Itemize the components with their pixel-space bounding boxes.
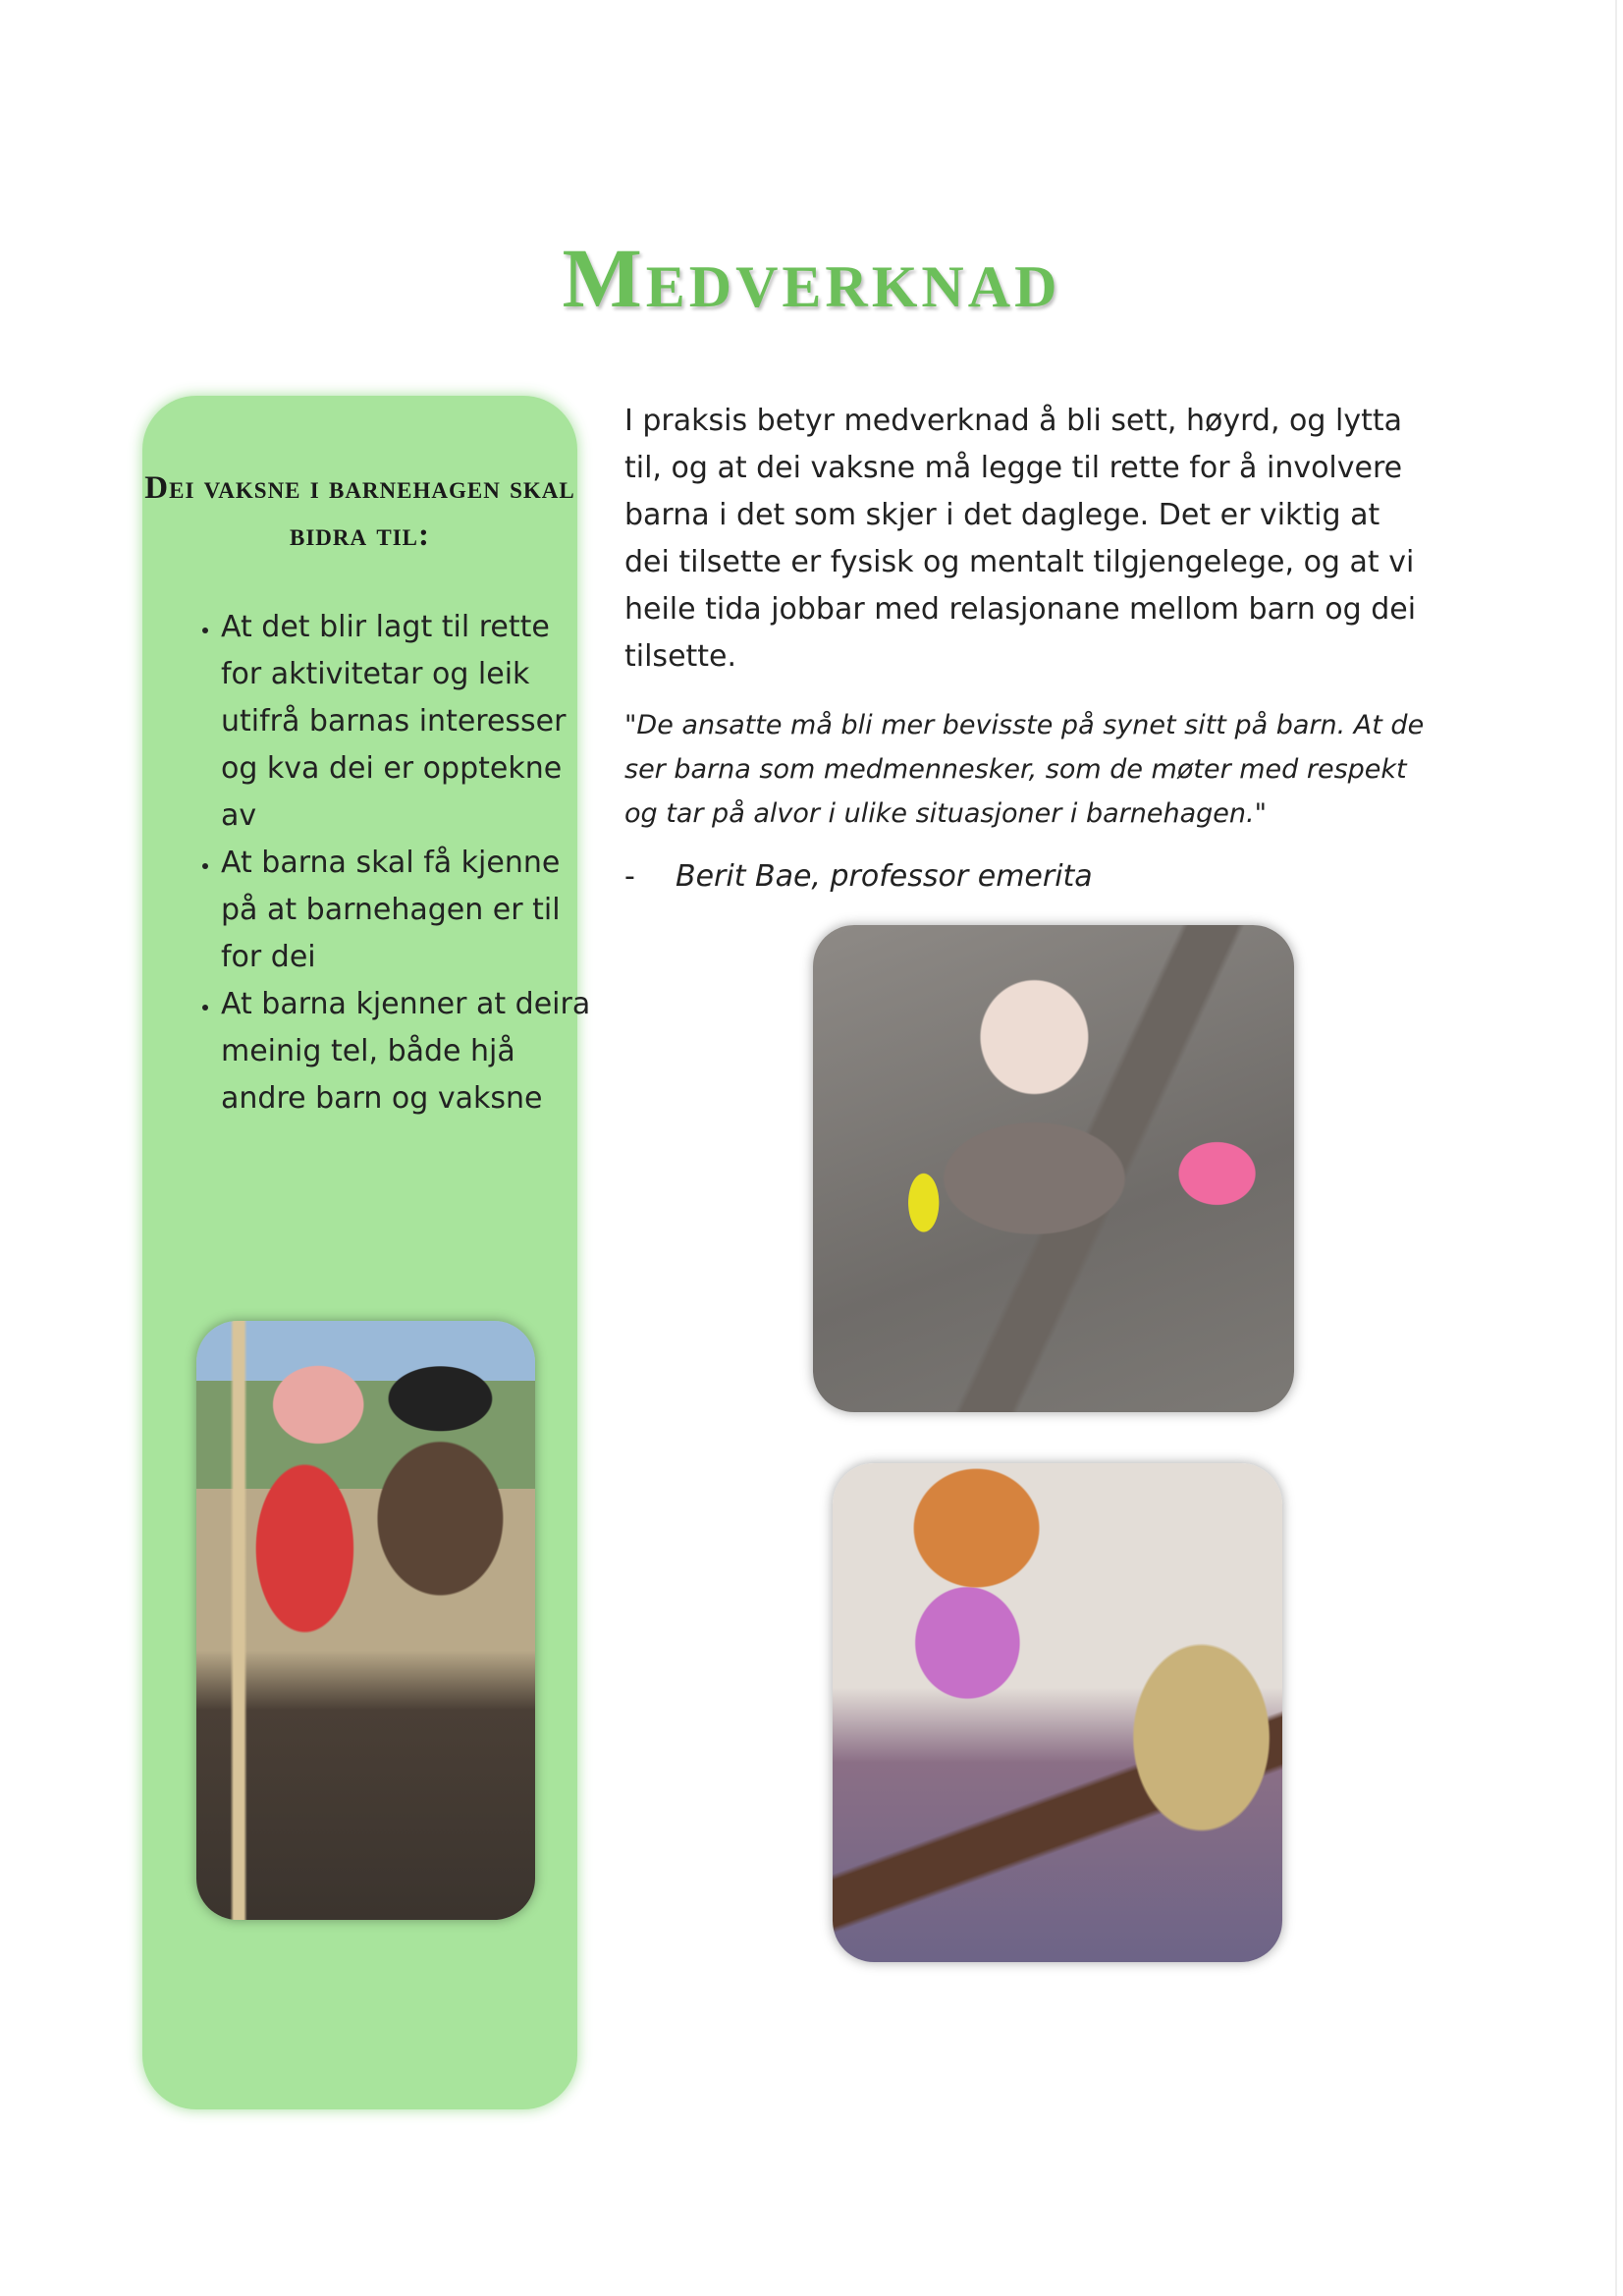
sidebar-list bbox=[182, 604, 594, 1122]
page-title: Medverknad bbox=[562, 231, 1061, 325]
attribution-text: Berit Bae, professor emerita bbox=[676, 859, 1093, 894]
list-item: • At barna kjenner at deira meinig tel, både hjå andre barn og vaksne bbox=[221, 981, 594, 1122]
photo-child-with-guitar bbox=[833, 1463, 1282, 1962]
photo-child-and-adult-gardening bbox=[196, 1321, 535, 1920]
list-item: • At det blir lagt til rette for aktivitetar og leik utifrå barnas interesser og kva dei er opptekne av bbox=[221, 604, 594, 840]
page-edge-line bbox=[1615, 0, 1617, 2296]
sidebar-heading: Dei vaksne i barnehagen skal bidra til: bbox=[144, 470, 575, 553]
quote-attribution bbox=[624, 854, 1430, 899]
attribution-dash: - bbox=[624, 859, 635, 894]
quote-text: "De ansatte må bli mer bevisste på synet sitt på barn. At de ser barna som medmennesker, som de møter med respekt og tar på alvor i ulike situasjoner i barnehagen." bbox=[624, 710, 1425, 829]
photo-child-in-sandbox bbox=[813, 925, 1294, 1412]
list-item: • At barna skal få kjenne på at barnehagen er til for dei bbox=[221, 840, 594, 981]
main-paragraph: I praksis betyr medverknad å bli sett, høyrd, og lytta til, og at dei vaksne må legge til rette for å involvere barna i det som skjer i det daglege. Det er viktig at dei tilsette er fysisk og mentalt tilgjengelege, og at vi heile tida jobbar med relasjonane mellom barn og dei tilsette. bbox=[624, 404, 1417, 674]
